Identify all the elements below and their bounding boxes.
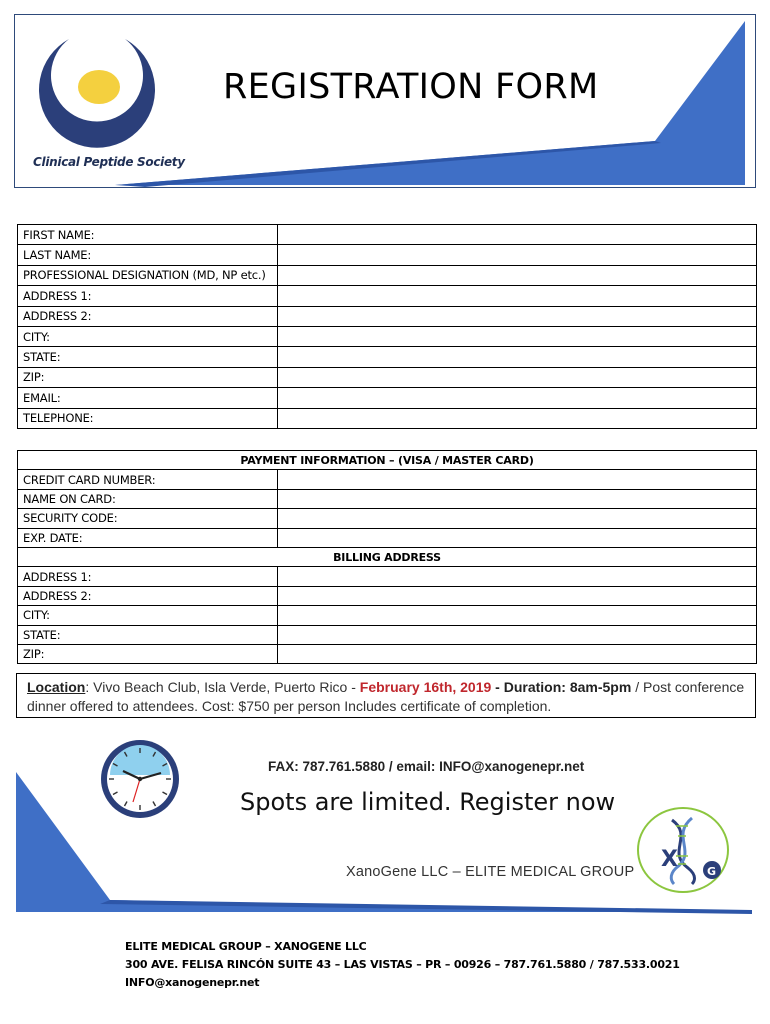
address-2-input[interactable] xyxy=(278,586,757,605)
field-label: SECURITY CODE: xyxy=(18,509,278,528)
field-label: ADDRESS 1: xyxy=(18,286,278,306)
professional-designation-md-np-etc-input[interactable] xyxy=(278,265,757,285)
footer-contact xyxy=(125,938,680,992)
form-row xyxy=(18,286,757,306)
payment-heading-row xyxy=(18,451,757,470)
form-row xyxy=(18,528,757,547)
spots-limited-heading: Spots are limited. Register now xyxy=(240,788,616,816)
email-input[interactable] xyxy=(278,388,757,408)
form-row xyxy=(18,470,757,489)
billing-heading: BILLING ADDRESS xyxy=(18,547,757,566)
field-label: CITY: xyxy=(18,606,278,625)
xanogene-logo-icon xyxy=(636,806,730,894)
location-info xyxy=(16,673,756,718)
security-code-input[interactable] xyxy=(278,509,757,528)
name-on-card-input[interactable] xyxy=(278,489,757,508)
billing-heading-row xyxy=(18,547,757,566)
field-label: STATE: xyxy=(18,625,278,644)
form-row xyxy=(18,606,757,625)
city-input[interactable] xyxy=(278,606,757,625)
field-label: CITY: xyxy=(18,326,278,346)
exp-date-input[interactable] xyxy=(278,528,757,547)
logo-caption: Clinical Peptide Society xyxy=(33,155,185,169)
form-row xyxy=(18,347,757,367)
event-date: February 16th, 2019 xyxy=(359,679,492,695)
first-name-input[interactable] xyxy=(278,225,757,245)
field-label: ADDRESS 1: xyxy=(18,567,278,586)
clinical-peptide-society-logo xyxy=(29,31,159,161)
credit-card-number-input[interactable] xyxy=(278,470,757,489)
location-place: : Vivo Beach Club, Isla Verde, Puerto Rico - xyxy=(85,679,360,695)
field-label: FIRST NAME: xyxy=(18,225,278,245)
zip-input[interactable] xyxy=(278,367,757,387)
field-label: STATE: xyxy=(18,347,278,367)
state-input[interactable] xyxy=(278,347,757,367)
form-row xyxy=(18,408,757,428)
field-label: PROFESSIONAL DESIGNATION (MD, NP etc.) xyxy=(18,265,278,285)
form-row xyxy=(18,586,757,605)
location-label: Location xyxy=(27,679,86,695)
address-1-input[interactable] xyxy=(278,286,757,306)
form-row xyxy=(18,225,757,245)
field-label: ADDRESS 2: xyxy=(18,306,278,326)
svg-text:G: G xyxy=(707,865,717,878)
state-input[interactable] xyxy=(278,625,757,644)
footer-company: ELITE MEDICAL GROUP – XANOGENE LLC xyxy=(125,940,367,953)
header-box xyxy=(14,14,756,188)
zip-input[interactable] xyxy=(278,644,757,663)
form-row xyxy=(18,367,757,387)
form-row xyxy=(18,489,757,508)
payment-heading: PAYMENT INFORMATION – (VISA / MASTER CARD) xyxy=(18,451,757,470)
clock-icon xyxy=(99,738,181,820)
footer-address: 300 AVE. FELISA RINCÓN SUITE 43 – LAS VISTAS – PR – 00926 – 787.761.5880 / 787.533.0021 xyxy=(125,958,680,971)
company-line: XanoGene LLC – ELITE MEDICAL GROUP xyxy=(346,864,635,880)
form-row xyxy=(18,625,757,644)
field-label: ADDRESS 2: xyxy=(18,586,278,605)
page-title: REGISTRATION FORM xyxy=(223,67,599,107)
fax-email-line: FAX: 787.761.5880 / email: INFO@xanogenepr.net xyxy=(268,759,585,774)
last-name-input[interactable] xyxy=(278,245,757,265)
address-1-input[interactable] xyxy=(278,567,757,586)
form-row xyxy=(18,245,757,265)
footer-email: INFO@xanogenepr.net xyxy=(125,976,260,989)
form-row xyxy=(18,306,757,326)
svg-text:X: X xyxy=(661,847,678,872)
field-label: ZIP: xyxy=(18,644,278,663)
address-2-input[interactable] xyxy=(278,306,757,326)
form-row xyxy=(18,265,757,285)
field-label: CREDIT CARD NUMBER: xyxy=(18,470,278,489)
form-row xyxy=(18,644,757,663)
field-label: TELEPHONE: xyxy=(18,408,278,428)
form-row xyxy=(18,388,757,408)
field-label: EXP. DATE: xyxy=(18,528,278,547)
field-label: LAST NAME: xyxy=(18,245,278,265)
personal-info-table xyxy=(17,224,757,429)
city-input[interactable] xyxy=(278,326,757,346)
form-row xyxy=(18,509,757,528)
telephone-input[interactable] xyxy=(278,408,757,428)
form-row xyxy=(18,326,757,346)
field-label: EMAIL: xyxy=(18,388,278,408)
payment-info-table xyxy=(17,450,757,664)
field-label: NAME ON CARD: xyxy=(18,489,278,508)
event-duration: - Duration: 8am-5pm xyxy=(491,679,632,695)
field-label: ZIP: xyxy=(18,367,278,387)
event-details: / Post conference dinner offered to attendees. Cost: $750 per person Includes certificate of completion. xyxy=(27,679,745,714)
form-row xyxy=(18,567,757,586)
